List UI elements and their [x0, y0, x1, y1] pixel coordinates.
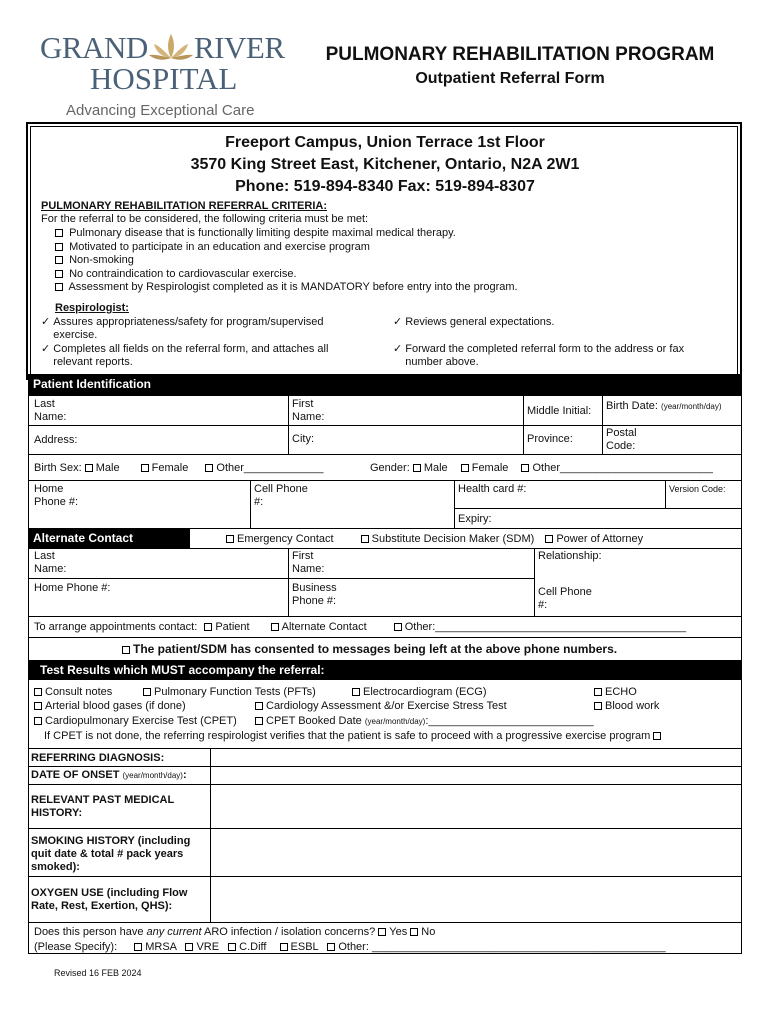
test-consult[interactable]: Consult notes: [34, 686, 112, 699]
address-field[interactable]: Address:: [34, 434, 78, 446]
logo-river: RIVER: [194, 30, 285, 65]
vre-checkbox[interactable]: VRE: [185, 941, 219, 953]
past-medical-input[interactable]: [212, 785, 740, 827]
version-code-field[interactable]: Version Code:: [669, 484, 726, 494]
first-name-field[interactable]: First Name:: [292, 398, 325, 423]
check-icon: ✓: [393, 343, 403, 355]
test-cpet[interactable]: Cardiopulmonary Exercise Test (CPET): [34, 715, 237, 728]
criteria-list: [55, 227, 715, 294]
home-phone-field[interactable]: Home Phone #:: [34, 483, 79, 508]
gender-row: Gender: Male Female Other_________________________: [370, 462, 713, 474]
checkbox-icon: [55, 229, 63, 237]
past-medical-label: RELEVANT PAST MEDICAL HISTORY:: [31, 794, 175, 819]
birth-date-field[interactable]: Birth Date: (year/month/day): [606, 400, 722, 412]
logo-grand: GRAND: [40, 30, 148, 65]
alt-first-name-field[interactable]: First Name:: [292, 550, 325, 575]
form-title: PULMONARY REHABILITATION PROGRAM: [325, 44, 715, 65]
resp-right-2: ✓ Forward the completed referral form to the address or fax number above.: [393, 343, 685, 368]
sdm-checkbox[interactable]: Substitute Decision Maker (SDM): [361, 533, 535, 545]
referring-diagnosis-label: REFERRING DIAGNOSIS:: [31, 752, 165, 764]
resp-right-1: ✓ Reviews general expectations.: [393, 316, 555, 328]
gender-male[interactable]: Male: [413, 462, 448, 474]
form-subtitle: Outpatient Referral Form: [415, 70, 605, 87]
test-bloodwork[interactable]: Blood work: [594, 700, 659, 713]
campus-line1: Freeport Campus, Union Terrace 1st Floor: [225, 134, 545, 151]
middle-initial-field[interactable]: Middle Initial:: [527, 405, 592, 417]
expiry-field[interactable]: Expiry:: [458, 513, 492, 525]
checkbox-icon: [55, 270, 63, 278]
test-abg[interactable]: Arterial blood gases (if done): [34, 700, 186, 713]
criteria-item: Motivated to participate in an education and exercise program: [55, 241, 715, 254]
criteria-item: Assessment by Respirologist completed as it is MANDATORY before entry into the program.: [55, 281, 715, 294]
cell-phone-field[interactable]: Cell Phone #:: [254, 483, 308, 508]
logo-hospital: HOSPITAL: [90, 61, 238, 96]
alt-last-name-field[interactable]: Last Name:: [34, 550, 67, 575]
campus-address: 3570 King Street East, Kitchener, Ontario, N2A 2W1: [190, 156, 580, 173]
city-field[interactable]: City:: [292, 433, 314, 445]
logo-tagline: Advancing Exceptional Care: [66, 102, 255, 119]
infection-yes-checkbox[interactable]: Yes: [378, 926, 407, 938]
cpet-note[interactable]: If CPET is not done, the referring respirologist verifies that the patient is safe to proceed with a progressive exercise program: [44, 730, 744, 743]
infection-no-checkbox[interactable]: No: [410, 926, 435, 938]
poa-checkbox[interactable]: Power of Attorney: [545, 533, 643, 545]
infection-question: Does this person have any current ARO infection / isolation concerns? Yes No: [34, 926, 436, 938]
check-icon: ✓: [41, 343, 51, 355]
birth-sex-female[interactable]: Female: [141, 462, 189, 474]
resp-left-1: ✓ Assures appropriateness/safety for program/supervised exercise.: [41, 316, 324, 341]
arrange-alternate-checkbox[interactable]: Alternate Contact: [271, 621, 367, 633]
criteria-intro: For the referral to be considered, the following criteria must be met:: [41, 213, 369, 225]
last-name-field[interactable]: Last Name:: [34, 398, 67, 423]
province-field[interactable]: Province:: [527, 433, 573, 445]
mrsa-checkbox[interactable]: MRSA: [134, 941, 176, 953]
arrange-contact-row: To arrange appointments contact: Patient Alternate Contact Other:_________________________________________: [34, 621, 687, 633]
birth-sex-row: Birth Sex: Male Female Other_____________: [34, 462, 324, 474]
check-icon: ✓: [393, 316, 403, 328]
checkbox-icon: [55, 243, 63, 251]
consent-checkbox[interactable]: The patient/SDM has consented to messages being left at the above phone numbers.: [122, 642, 617, 656]
criteria-heading: PULMONARY REHABILITATION REFERRAL CRITERIA:: [41, 200, 327, 212]
test-ecg[interactable]: Electrocardiogram (ECG): [352, 686, 486, 699]
check-icon: ✓: [41, 316, 51, 328]
relationship-field[interactable]: Relationship:: [538, 550, 602, 562]
test-pft[interactable]: Pulmonary Function Tests (PFTs): [143, 686, 316, 699]
onset-input[interactable]: [212, 767, 740, 783]
health-card-field[interactable]: Health card #:: [458, 483, 527, 495]
emergency-contact-checkbox[interactable]: Emergency Contact: [226, 533, 334, 545]
oxygen-use-label: OXYGEN USE (including Flow Rate, Rest, Exertion, QHS):: [31, 887, 188, 912]
birth-sex-other[interactable]: Other_____________: [205, 462, 323, 474]
business-phone-field[interactable]: Business Phone #:: [292, 582, 337, 607]
infection-specify-row: (Please Specify): MRSA VRE C.Diff ESBL Other: ________________________________________________: [34, 941, 666, 953]
alternate-contact-type: [226, 533, 746, 546]
tests-section-header: Test Results which MUST accompany the referral:: [28, 660, 742, 680]
infection-other-checkbox[interactable]: Other: ________________________________________________: [327, 941, 665, 953]
criteria-item: No contraindication to cardiovascular exercise.: [55, 268, 715, 281]
lotus-icon: [148, 30, 194, 62]
esbl-checkbox[interactable]: ESBL: [280, 941, 319, 953]
date-of-onset-label: DATE OF ONSET (year/month/day):: [31, 769, 187, 781]
checkbox-icon: [55, 283, 63, 291]
diagnosis-input[interactable]: [212, 749, 740, 765]
test-echo[interactable]: ECHO: [594, 686, 637, 699]
oxygen-input[interactable]: [212, 877, 740, 921]
resp-left-2: ✓ Completes all fields on the referral form, and attaches all relevant reports.: [41, 343, 329, 368]
smoking-history-label: SMOKING HISTORY (including quit date & total # pack years smoked):: [31, 835, 191, 873]
patient-section-header: Patient Identification: [28, 374, 742, 396]
alt-cell-phone-field[interactable]: Cell Phone #:: [538, 586, 592, 611]
checkbox-icon: [55, 256, 63, 264]
respirologist-heading: Respirologist:: [55, 302, 129, 314]
alternate-section-header: Alternate Contact: [28, 528, 190, 548]
gender-other[interactable]: Other_________________________: [521, 462, 712, 474]
postal-code-field[interactable]: Postal Code:: [606, 427, 637, 452]
revision-date: Revised 16 FEB 2024: [54, 968, 142, 978]
gender-female[interactable]: Female: [461, 462, 509, 474]
birth-sex-male[interactable]: Male: [85, 462, 120, 474]
hospital-logo: [40, 30, 285, 122]
campus-phone-fax: Phone: 519-894-8340 Fax: 519-894-8307: [235, 178, 535, 195]
test-cpet-booked[interactable]: CPET Booked Date (year/month/day):___________________________: [255, 715, 594, 728]
alt-home-phone-field[interactable]: Home Phone #:: [34, 582, 111, 594]
criteria-item: Pulmonary disease that is functionally limiting despite maximal medical therapy.: [55, 227, 715, 240]
arrange-patient-checkbox[interactable]: Patient: [204, 621, 249, 633]
test-cardiology[interactable]: Cardiology Assessment &/or Exercise Stress Test: [255, 700, 507, 713]
smoking-input[interactable]: [212, 829, 740, 875]
cdiff-checkbox[interactable]: C.Diff: [228, 941, 266, 953]
criteria-item: Non-smoking: [55, 254, 715, 267]
arrange-other-checkbox[interactable]: Other:_________________________________________: [394, 621, 686, 633]
